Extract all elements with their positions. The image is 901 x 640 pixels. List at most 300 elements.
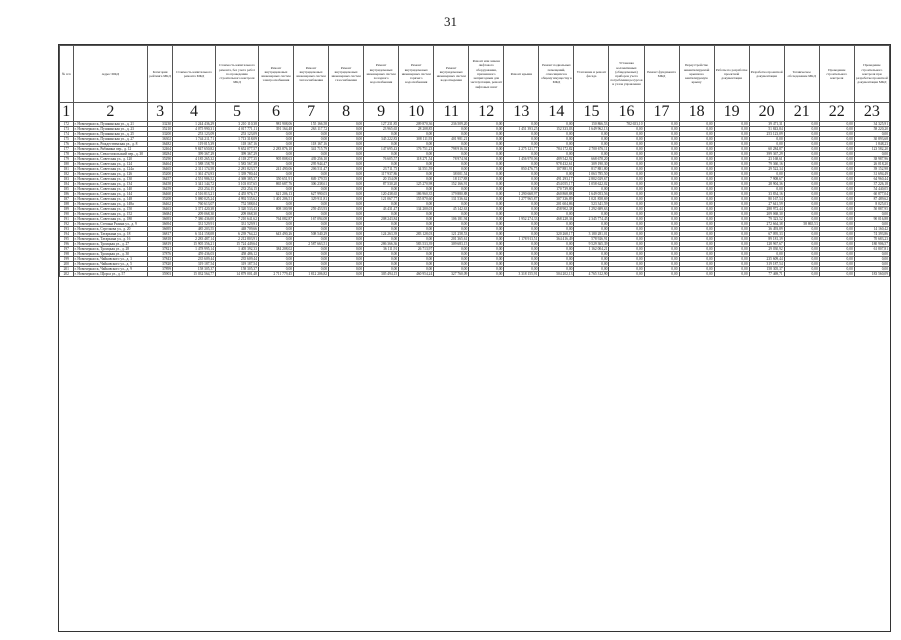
- table-cell: 0,00: [329, 147, 364, 152]
- table-cell: 0,00: [714, 142, 749, 147]
- table-cell: 0,00: [504, 132, 539, 137]
- table-cell: 0,00: [539, 227, 574, 232]
- table-cell: 0,00: [784, 157, 819, 162]
- table-cell: 0,00: [504, 227, 539, 232]
- table-cell: 26 713,97: [399, 247, 434, 252]
- table-cell: 0,00: [819, 167, 854, 172]
- table-cell: 253 123,09: [173, 132, 216, 137]
- table-cell: г. Новочеркасск, Советская ул., д. 134: [73, 182, 148, 187]
- table-cell: 176: [60, 142, 74, 147]
- table-cell: 60 877,04: [854, 192, 889, 197]
- table-cell: 180 906,57: [854, 242, 889, 247]
- table-cell: 849 179,55: [294, 177, 329, 182]
- table-cell: 0,00: [819, 257, 854, 262]
- column-header: Ремонт внутридомовых инженерных систем теплоснабжения: [294, 46, 329, 103]
- table-cell: 0,00: [364, 252, 399, 257]
- table-cell: 77 469,71: [749, 272, 784, 277]
- column-index: 9: [364, 103, 399, 122]
- table-cell: 0,00: [854, 152, 889, 157]
- table-cell: 200: [60, 262, 74, 267]
- column-header: Ремонт подвальных помещений, относящихся к общему имуществу в МКД: [539, 46, 574, 103]
- table-cell: 350 651,91: [259, 177, 294, 182]
- table-cell: 0,00: [329, 272, 364, 277]
- table-cell: 331 529,91: [216, 222, 259, 227]
- table-cell: 23 965,65: [364, 127, 399, 132]
- table-cell: 0,00: [819, 127, 854, 132]
- table-cell: 0,00: [399, 187, 434, 192]
- table-cell: 0,00: [469, 217, 504, 222]
- table-cell: 1 952 274,33: [504, 217, 539, 222]
- table-cell: г. Новочеркасск, Пушкинская ул., д. 25: [73, 132, 148, 137]
- table-cell: 195: [60, 237, 74, 242]
- table-cell: 0,00: [854, 252, 889, 257]
- table-cell: 0,00: [469, 182, 504, 187]
- table-cell: 384 208,02: [259, 247, 294, 252]
- table-cell: 36693: [148, 217, 173, 222]
- table-cell: 1 812 206,82: [294, 272, 329, 277]
- table-cell: 0,00: [714, 252, 749, 257]
- table-cell: 8 025,03: [854, 202, 889, 207]
- table-cell: 0,00: [749, 252, 784, 257]
- table-cell: 0,00: [364, 257, 399, 262]
- table-cell: г. Новочеркасск, Чайковского ул., д. 9: [73, 267, 148, 272]
- column-index: 10: [399, 103, 434, 122]
- table-cell: г. Новочеркасск, Севастопольский пер., д. 30: [73, 152, 148, 157]
- table-cell: 0,00: [609, 177, 644, 182]
- table-cell: 29 522,34: [749, 167, 784, 172]
- table-cell: 183 560,09: [854, 272, 889, 277]
- table-cell: г. Новочеркасск, Чайковского ул., д. 3: [73, 257, 148, 262]
- table-cell: 0,00: [399, 252, 434, 257]
- table-cell: 0,00: [784, 122, 819, 127]
- table-cell: 0,00: [679, 212, 714, 217]
- column-index: 19: [714, 103, 749, 122]
- table-cell: 5 080 025,24: [173, 197, 216, 202]
- table-cell: 201 365,61: [434, 237, 469, 242]
- table-cell: 0,00: [329, 267, 364, 272]
- table-cell: 905 808,63: [259, 157, 294, 162]
- table-cell: 0,00: [679, 177, 714, 182]
- table-cell: 0,00: [644, 247, 679, 252]
- table-cell: 1 649 962,13: [574, 127, 609, 132]
- table-cell: 185: [60, 187, 74, 192]
- table-cell: 0,00: [329, 232, 364, 237]
- table-cell: 0,00: [469, 187, 504, 192]
- table-cell: 4 516 813,21: [173, 192, 216, 197]
- table-cell: 0,00: [819, 267, 854, 272]
- table-cell: 0,00: [609, 272, 644, 277]
- table-cell: 192: [60, 222, 74, 227]
- table-cell: 1 063 785,50: [574, 172, 609, 177]
- table-cell: 0,00: [259, 242, 294, 247]
- table-cell: 7 386 436,00: [173, 217, 216, 222]
- table-cell: 0,00: [644, 187, 679, 192]
- table-cell: 90 016,88: [854, 217, 889, 222]
- table-cell: 305 494,15: [364, 272, 399, 277]
- table-cell: 0,00: [784, 212, 819, 217]
- table-cell: 0,00: [784, 137, 819, 142]
- table-cell: 0,00: [714, 247, 749, 252]
- column-header: Адрес МКД: [73, 46, 148, 103]
- table-cell: 1 401 206,51: [259, 197, 294, 202]
- table-cell: 0,00: [399, 222, 434, 227]
- table-cell: 4 455 976,17: [216, 192, 259, 197]
- table-cell: 35290: [148, 157, 173, 162]
- table-cell: 158 305,37: [749, 267, 784, 272]
- table-cell: 0,00: [644, 172, 679, 177]
- table-cell: 295 944,47: [294, 162, 329, 167]
- column-header: Утепление и ремонт фасада: [574, 46, 609, 103]
- table-cell: 236 509,20: [434, 122, 469, 127]
- table-cell: 0,00: [819, 147, 854, 152]
- table-cell: 0,00: [679, 267, 714, 272]
- table-cell: 14 160,42: [854, 227, 889, 232]
- table-cell: 0,00: [609, 242, 644, 247]
- table-cell: 0,00: [504, 177, 539, 182]
- table-cell: г. Новочеркасск, Советская ул., д. 120: [73, 157, 148, 162]
- table-cell: 0,00: [364, 142, 399, 147]
- table-cell: 0,00: [294, 212, 329, 217]
- table-cell: 0,00: [469, 242, 504, 247]
- table-cell: 0,00: [679, 122, 714, 127]
- table-cell: 28 208,85: [399, 127, 434, 132]
- table-cell: 51 843,84: [749, 127, 784, 132]
- table-cell: 1 588 158,78: [173, 162, 216, 167]
- table-cell: 329 911,81: [294, 197, 329, 202]
- table-cell: 0,00: [504, 222, 539, 227]
- table-cell: 0,00: [644, 242, 679, 247]
- table-cell: 2 212 803,91: [216, 237, 259, 242]
- table-cell: 50 887,95: [854, 207, 889, 212]
- table-cell: 152 166,91: [434, 182, 469, 187]
- table-cell: 0,00: [679, 207, 714, 212]
- table-cell: 0,00: [434, 227, 469, 232]
- table-cell: 235 609,44: [216, 257, 259, 262]
- table-cell: 186: [60, 192, 74, 197]
- table-cell: 0,00: [434, 212, 469, 217]
- table-cell: 0,00: [679, 132, 714, 137]
- table-cell: 0,00: [259, 267, 294, 272]
- table-cell: 0,00: [714, 157, 749, 162]
- column-header: Ремонт внутридомовых инженерных систем холодного водоснабжения: [364, 46, 399, 103]
- table-cell: 0,00: [644, 177, 679, 182]
- table-cell: 158 305,37: [173, 267, 216, 272]
- table-cell: 235 609,44: [173, 257, 216, 262]
- table-cell: 0,00: [259, 222, 294, 227]
- table-cell: 0,00: [819, 187, 854, 192]
- table-cell: 0,00: [609, 237, 644, 242]
- table-cell: 0,00: [854, 222, 889, 227]
- table-cell: 0,00: [504, 242, 539, 247]
- table-cell: 454 055,17: [539, 182, 574, 187]
- table-cell: 0,00: [469, 227, 504, 232]
- table-cell: 2 700 676,11: [574, 147, 609, 152]
- table-cell: 0,00: [714, 227, 749, 232]
- table-cell: 0,00: [714, 147, 749, 152]
- table-cell: 0,00: [819, 262, 854, 267]
- table-cell: 0,00: [539, 222, 574, 227]
- table-cell: 0,00: [504, 262, 539, 267]
- table-cell: 0,00: [714, 272, 749, 277]
- table-cell: 0,00: [329, 137, 364, 142]
- table-cell: 0,00: [469, 262, 504, 267]
- table-cell: 0,00: [644, 222, 679, 227]
- table-cell: 128 967,67: [749, 242, 784, 247]
- table-cell: 74 393,86: [854, 232, 889, 237]
- table-cell: 176 751,23: [399, 147, 434, 152]
- table-cell: 196: [60, 242, 74, 247]
- table-cell: 0,00: [784, 262, 819, 267]
- table-cell: 23 168,61: [749, 157, 784, 162]
- table-cell: 189: [60, 207, 74, 212]
- table-cell: 35210: [148, 127, 173, 132]
- table-cell: 0,00: [434, 222, 469, 227]
- table-cell: 39 471,31: [749, 122, 784, 127]
- table-cell: 0,00: [434, 262, 469, 267]
- table-cell: 391 164,48: [259, 127, 294, 132]
- table-cell: 439 256,10: [294, 157, 329, 162]
- table-cell: 186 960,35: [399, 192, 434, 197]
- table-cell: г. Новочеркасск, Советская ул., д. 124: [73, 162, 148, 167]
- column-header: Разработка проектной документации: [749, 46, 784, 103]
- table-cell: 0,00: [434, 247, 469, 252]
- table-cell: 0,00: [644, 212, 679, 217]
- table-cell: г. Новочеркасск, Троицкая ул., д. 27: [73, 242, 148, 247]
- table-cell: 43 431,47: [364, 207, 399, 212]
- table-cell: 0,00: [539, 267, 574, 272]
- table-cell: 241 490,06: [259, 167, 294, 172]
- table-cell: 0,00: [259, 162, 294, 167]
- table-cell: 0,00: [784, 267, 819, 272]
- table-cell: 448 709,66: [216, 227, 259, 232]
- table-cell: 0,00: [819, 192, 854, 197]
- table-cell: 0,00: [259, 252, 294, 257]
- table-cell: 468 228,36: [539, 217, 574, 222]
- table-cell: 79 323,52: [749, 217, 784, 222]
- table-cell: 0,00: [469, 157, 504, 162]
- table-cell: 6 239 764,22: [216, 232, 259, 237]
- table-cell: 0,00: [294, 252, 329, 257]
- table-cell: 0,00: [644, 207, 679, 212]
- table-cell: 0,00: [679, 272, 714, 277]
- table-cell: 0,00: [679, 217, 714, 222]
- table-cell: 0,00: [819, 142, 854, 147]
- table-cell: 0,00: [329, 142, 364, 147]
- table-cell: 0,00: [784, 147, 819, 152]
- table-cell: 0,00: [609, 262, 644, 267]
- table-cell: 58 220,20: [854, 127, 889, 132]
- table-cell: 0,00: [364, 162, 399, 167]
- table-cell: 798 916,02: [434, 147, 469, 152]
- table-cell: 0,00: [714, 187, 749, 192]
- table-cell: 2 283 876,10: [259, 147, 294, 152]
- column-index: 22: [819, 103, 854, 122]
- column-index: 4: [173, 103, 216, 122]
- table-cell: 4 992 535,62: [216, 197, 259, 202]
- table-cell: 0,00: [644, 232, 679, 237]
- table-cell: 36464: [148, 162, 173, 167]
- table-cell: 0,00: [399, 162, 434, 167]
- table-cell: 147 695,43: [364, 147, 399, 152]
- table-cell: 0,00: [609, 197, 644, 202]
- table-cell: 0,00: [749, 187, 784, 192]
- table-cell: 0,00: [329, 177, 364, 182]
- table-cell: 327 760,09: [434, 272, 469, 277]
- table-cell: 865 687,76: [259, 182, 294, 187]
- table-cell: 123 582,20: [854, 147, 889, 152]
- table-cell: 0,00: [399, 217, 434, 222]
- table-cell: 87 530,20: [364, 182, 399, 187]
- table-cell: 0,00: [504, 182, 539, 187]
- table-cell: 9 652 077,57: [216, 147, 259, 152]
- table-cell: 1 649 053,56: [574, 192, 609, 197]
- table-cell: 319 187,54: [216, 262, 259, 267]
- table-cell: 0,00: [679, 232, 714, 237]
- table-cell: 306 238,61: [294, 182, 329, 187]
- table-cell: 36694: [148, 222, 173, 227]
- table-cell: 155 166,58: [294, 122, 329, 127]
- table-cell: 0,00: [644, 132, 679, 137]
- table-cell: 0,00: [609, 267, 644, 272]
- table-cell: 152 333,03: [539, 127, 574, 132]
- table-cell: 7 908,67: [749, 177, 784, 182]
- table-cell: 27 641,59: [749, 202, 784, 207]
- capital-repair-table: [59, 45, 890, 277]
- table-cell: 0,00: [469, 192, 504, 197]
- column-index: 6: [259, 103, 294, 122]
- table-cell: 0,00: [819, 157, 854, 162]
- table-cell: 331 529,91: [173, 222, 216, 227]
- table-cell: 0,00: [644, 237, 679, 242]
- table-cell: 36684: [148, 212, 173, 217]
- table-cell: 0,00: [644, 252, 679, 257]
- table-cell: 36817: [148, 232, 173, 237]
- table-cell: 0,00: [819, 197, 854, 202]
- table-cell: 0,00: [644, 227, 679, 232]
- table-cell: 0,00: [714, 212, 749, 217]
- table-cell: 0,00: [504, 267, 539, 272]
- table-cell: 0,00: [679, 167, 714, 172]
- table-cell: 0,00: [329, 247, 364, 252]
- column-index: 17: [644, 103, 679, 122]
- table-cell: 808 100,98: [259, 207, 294, 212]
- table-cell: 0,00: [609, 247, 644, 252]
- table-cell: 1 339 780,44: [216, 172, 259, 177]
- table-cell: 0,00: [854, 267, 889, 272]
- table-cell: 0,00: [539, 252, 574, 257]
- table-cell: 0,00: [644, 157, 679, 162]
- table-cell: 0,00: [819, 247, 854, 252]
- table-cell: 1 162 004,21: [574, 247, 609, 252]
- table-row: [60, 272, 890, 277]
- table-cell: 0,00: [714, 207, 749, 212]
- table-cell: 206 511,47: [294, 167, 329, 172]
- table-cell: 0,00: [294, 257, 329, 262]
- table-cell: 0,00: [644, 182, 679, 187]
- table-cell: 121 067,77: [364, 197, 399, 202]
- table-cell: 286 366,36: [364, 242, 399, 247]
- table-cell: г. Новочеркасск, Советская ул., д. 152: [73, 212, 148, 217]
- table-cell: 0,00: [294, 132, 329, 137]
- table-cell: 1 478 995,14: [173, 247, 216, 252]
- table-cell: г. Новочеркасск, Степана Разина ул., д. 9: [73, 222, 148, 227]
- table-cell: 0,00: [539, 172, 574, 177]
- table-cell: 193: [60, 227, 74, 232]
- table-cell: 0,00: [784, 242, 819, 247]
- table-cell: 0,00: [574, 152, 609, 157]
- table-cell: 0,00: [609, 207, 644, 212]
- table-cell: 3 180 281,01: [574, 232, 609, 237]
- table-cell: 36457: [148, 177, 173, 182]
- table-cell: 0,00: [434, 202, 469, 207]
- table-cell: 0,00: [679, 192, 714, 197]
- table-cell: г. Новочеркасск, Советская ул., д. 180: [73, 217, 148, 222]
- table-cell: 0,00: [679, 182, 714, 187]
- table-cell: 0,00: [294, 222, 329, 227]
- table-cell: 0,00: [259, 142, 294, 147]
- table-cell: 0,00: [714, 122, 749, 127]
- column-index: 16: [609, 103, 644, 122]
- table-cell: 0,00: [574, 257, 609, 262]
- table-cell: 0,00: [399, 227, 434, 232]
- table-cell: 28 904,36: [749, 182, 784, 187]
- table-cell: 0,00: [819, 252, 854, 257]
- table-cell: 0,00: [679, 127, 714, 132]
- table-cell: г. Новочеркасск, Татаркина ул., д. 18: [73, 232, 148, 237]
- table-cell: 0,00: [329, 237, 364, 242]
- table-cell: 36459: [148, 187, 173, 192]
- table-cell: 0,00: [399, 267, 434, 272]
- table-cell: 0,00: [469, 122, 504, 127]
- table-cell: 1 290 668,97: [504, 192, 539, 197]
- table-cell: 0,00: [679, 152, 714, 157]
- table-cell: 0,00: [294, 187, 329, 192]
- column-index: 8: [329, 103, 364, 122]
- table-cell: 0,00: [434, 187, 469, 192]
- table-cell: 0,00: [714, 162, 749, 167]
- table-cell: 0,00: [469, 257, 504, 262]
- table-cell: 0,00: [644, 137, 679, 142]
- table-cell: 4 017 771,11: [216, 127, 259, 132]
- column-header: Работы по разработке проектной документации: [714, 46, 749, 103]
- table-cell: 198: [60, 252, 74, 257]
- table-cell: 0,00: [399, 132, 434, 137]
- table-cell: 0,00: [644, 197, 679, 202]
- table-cell: 0,00: [609, 202, 644, 207]
- table-cell: 158 305,37: [216, 267, 259, 272]
- table-cell: 0,00: [679, 172, 714, 177]
- table-cell: 1 456 970,06: [504, 157, 539, 162]
- table-cell: 0,00: [819, 207, 854, 212]
- table-cell: 117 937,86: [364, 172, 399, 177]
- table-cell: 0,00: [329, 242, 364, 247]
- table-cell: 978 432,61: [539, 162, 574, 167]
- table-cell: 0,00: [399, 212, 434, 217]
- table-cell: г. Новочеркасск, Троицкая ул., д. 28: [73, 247, 148, 252]
- column-header: Ремонт внутридомовых инженерных систем электроснабжения: [259, 46, 294, 103]
- table-cell: 0,00: [434, 167, 469, 172]
- table-cell: 0,00: [819, 217, 854, 222]
- table-cell: 0,00: [679, 187, 714, 192]
- table-cell: 0,00: [574, 187, 609, 192]
- table-cell: 37843: [148, 257, 173, 262]
- table-cell: 319 187,54: [173, 262, 216, 267]
- table-cell: 0,00: [504, 162, 539, 167]
- table-cell: 191: [60, 217, 74, 222]
- table-cell: 37820: [148, 262, 173, 267]
- table-cell: 0,00: [714, 167, 749, 172]
- table-cell: 0,00: [784, 232, 819, 237]
